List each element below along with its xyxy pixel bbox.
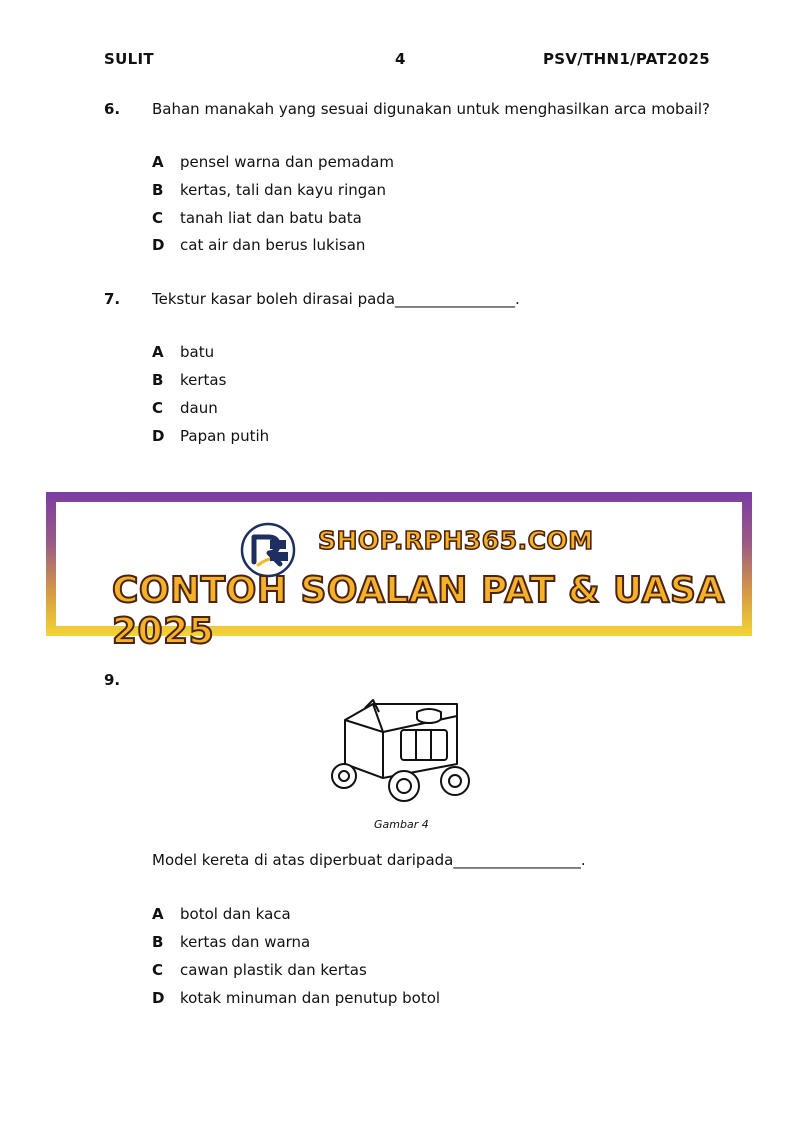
- question-9-text: Model kereta di atas diperbuat daripada_________________.: [152, 851, 586, 869]
- option-text: cawan plastik dan kertas: [180, 961, 367, 979]
- option-letter: A: [152, 153, 164, 171]
- option-letter: D: [152, 427, 165, 445]
- option-letter: C: [152, 961, 164, 979]
- question-6-text: Bahan manakah yang sesuai digunakan untuk menghasilkan arca mobail?: [152, 100, 711, 118]
- question-9-option-a: [152, 905, 291, 923]
- question-9-option-c: [152, 961, 367, 979]
- toy-car-figure: [325, 698, 475, 804]
- option-text: kotak minuman dan penutup botol: [180, 989, 441, 1007]
- option-letter: D: [152, 236, 165, 254]
- option-letter: C: [152, 399, 164, 417]
- option-text: kertas, tali dan kayu ringan: [180, 181, 386, 199]
- option-text: tanah liat dan batu bata: [180, 209, 362, 227]
- page-number: 4: [395, 50, 406, 68]
- option-text: batu: [180, 343, 215, 361]
- option-letter: A: [152, 343, 164, 361]
- option-letter: D: [152, 989, 165, 1007]
- promo-banner-inner: [56, 502, 742, 652]
- banner-url: SHOP.RPH365.COM: [318, 526, 594, 555]
- option-text: kertas dan warna: [180, 933, 311, 951]
- question-7-option-d: [152, 427, 269, 445]
- option-letter: A: [152, 905, 164, 923]
- question-7-text: Tekstur kasar boleh dirasai pada________________.: [152, 290, 520, 308]
- paper-code: PSV/THN1/PAT2025: [543, 50, 710, 68]
- banner-title: CONTOH SOALAN PAT & UASA 2025: [112, 570, 725, 652]
- question-6-number: 6.: [104, 100, 121, 118]
- header-classification: SULIT: [104, 50, 154, 68]
- question-7-number: 7.: [104, 290, 121, 308]
- promo-banner: [46, 492, 752, 652]
- option-letter: B: [152, 933, 164, 951]
- question-7-option-a: [152, 343, 214, 361]
- question-9-option-d: [152, 989, 440, 1007]
- option-text: Papan putih: [180, 427, 270, 445]
- option-letter: C: [152, 209, 164, 227]
- question-9-number: 9.: [104, 671, 121, 689]
- question-6-option-d: [152, 236, 365, 254]
- question-6-option-a: [152, 153, 394, 171]
- question-7-option-c: [152, 399, 218, 417]
- option-text: daun: [180, 399, 218, 417]
- option-text: pensel warna dan pemadam: [180, 153, 394, 171]
- option-text: cat air dan berus lukisan: [180, 236, 366, 254]
- figure-caption: Gambar 4: [374, 818, 429, 831]
- option-text: botol dan kaca: [180, 905, 291, 923]
- question-9-option-b: [152, 933, 310, 951]
- question-7-option-b: [152, 371, 226, 389]
- option-text: kertas: [180, 371, 227, 389]
- option-letter: B: [152, 181, 164, 199]
- question-6-option-b: [152, 181, 386, 199]
- option-letter: B: [152, 371, 164, 389]
- question-6-option-c: [152, 209, 362, 227]
